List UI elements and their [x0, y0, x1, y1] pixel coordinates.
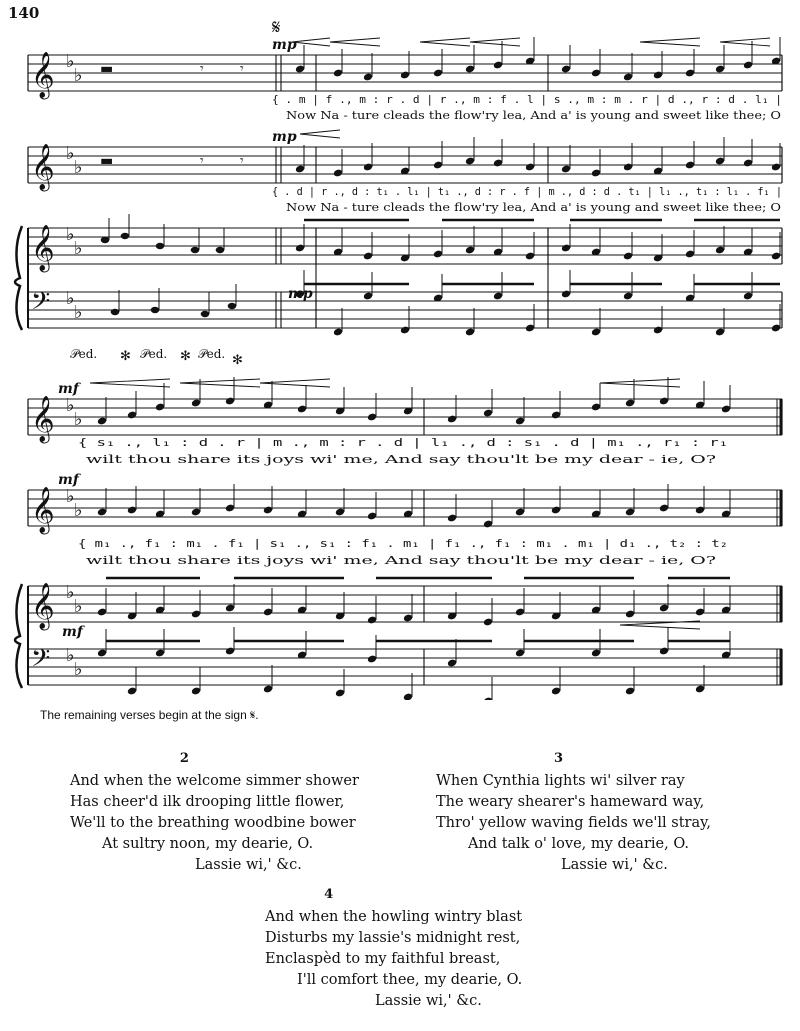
- svg-text:♭: ♭: [66, 288, 75, 309]
- lyrics-voice1-system1: Now Na - ture cleads the flow'ry lea, And a' is young and sweet like thee; O: [286, 108, 781, 122]
- svg-text:▬: ▬: [100, 153, 114, 169]
- verse-line: At sultry noon, my dearie, O.: [102, 836, 314, 852]
- dynamic-mf-1: mf: [58, 381, 79, 397]
- segno-sign: 𝄋: [272, 15, 281, 39]
- verse-4: [265, 884, 522, 1012]
- svg-text:𝄢: 𝄢: [31, 287, 51, 322]
- svg-text:𝄞: 𝄞: [31, 583, 55, 629]
- svg-text:▬: ▬: [100, 61, 114, 77]
- verse-line: Has cheer'd ilk drooping little flower,: [70, 794, 345, 810]
- svg-text:𝄞: 𝄞: [31, 396, 55, 442]
- verse-line: And talk o' love, my dearie, O.: [468, 836, 689, 852]
- verse-line: And when the howling wintry blast: [265, 909, 523, 925]
- pedal-release-2: ✻: [180, 349, 191, 364]
- svg-text:♭: ♭: [66, 645, 75, 666]
- verse-number: 2: [179, 751, 189, 766]
- staff-lines: [15, 55, 782, 688]
- verse-2: [70, 748, 359, 876]
- svg-text:♭: ♭: [74, 302, 83, 323]
- verse-line: Disturbs my lassie's midnight rest,: [265, 930, 521, 946]
- dynamic-mp-2: mp: [272, 129, 297, 145]
- lyrics-voice2-system1: Now Na - ture cleads the flow'ry lea, And a' is young and sweet like thee; O: [286, 200, 781, 214]
- pedal-mark-1: 𝒫ed.: [70, 347, 98, 361]
- svg-text:♭: ♭: [74, 238, 83, 259]
- chorus-ref: Lassie wi,' &c.: [561, 857, 668, 873]
- svg-text:𝄞: 𝄞: [31, 487, 55, 533]
- lyrics-voice1-system2: wilt thou share its joys wi' me, And say thou'lt be my dear - ie, O?: [86, 452, 716, 466]
- svg-text:𝄾: 𝄾: [240, 61, 244, 77]
- svg-text:♭: ♭: [66, 582, 75, 603]
- svg-text:♭: ♭: [66, 224, 75, 245]
- pedal-release-1: ✻: [120, 349, 131, 364]
- dynamic-mf-2: mf: [58, 472, 79, 488]
- verse-line: Thro' yellow waving fields we'll stray,: [436, 815, 711, 831]
- solfa-voice2-system2: { m₁ ., f₁ : m₁ . f₁ | s₁ ., s₁ : f₁ . m₁ | f₁ ., f₁ : m₁ . m₁ | d₁ ., t₂ : t₂: [78, 537, 728, 550]
- verse-line: Enclaspèd to my faithful breast,: [265, 951, 501, 967]
- svg-text:𝄾: 𝄾: [200, 153, 204, 169]
- verse-line: When Cynthia lights wi' silver ray: [436, 773, 685, 789]
- svg-text:𝄾: 𝄾: [240, 153, 244, 169]
- svg-text:𝄾: 𝄾: [200, 61, 204, 77]
- notes: [90, 37, 781, 700]
- svg-text:♭: ♭: [74, 596, 83, 617]
- remaining-verses-note: The remaining verses begin at the sign 𝄋.: [40, 708, 259, 722]
- pedal-mark-2: 𝒫ed.: [140, 347, 168, 361]
- dynamic-mf-3: mf: [62, 624, 83, 640]
- chorus-ref: Lassie wi,' &c.: [375, 993, 482, 1009]
- svg-text:♭: ♭: [74, 409, 83, 430]
- svg-text:♭: ♭: [66, 486, 75, 507]
- svg-text:♭: ♭: [74, 65, 83, 86]
- svg-text:♭: ♭: [66, 395, 75, 416]
- lyrics-voice2-system2: wilt thou share its joys wi' me, And say thou'lt be my dear - ie, O?: [86, 553, 716, 567]
- dynamic-mp-1: mp: [272, 37, 297, 53]
- dynamic-mp-3: mp: [288, 286, 313, 302]
- verse-number: 4: [324, 887, 334, 902]
- svg-text:♭: ♭: [74, 500, 83, 521]
- svg-text:𝄞: 𝄞: [31, 144, 55, 190]
- solfa-voice1-system2: { s₁ ., l₁ : d . r | m ., m : r . d | l₁ ., d : s₁ . d | m₁ ., r₁ : r₁: [78, 436, 728, 449]
- pedal-mark-3: 𝒫ed.: [198, 347, 226, 361]
- solfa-voice1-system1: { . m | f ., m : r . d | r ., m : f . l | s ., m : m . r | d ., r : d . l₁ |: [272, 93, 782, 106]
- svg-text:♭: ♭: [74, 659, 83, 680]
- svg-text:♭: ♭: [74, 157, 83, 178]
- verse-line: The weary shearer's hameward way,: [436, 794, 705, 810]
- verse-3: [436, 748, 711, 876]
- pedal-release-3: ✻: [232, 353, 243, 368]
- verse-number: 3: [553, 751, 564, 766]
- svg-text:𝄞: 𝄞: [31, 52, 55, 98]
- svg-text:♭: ♭: [66, 143, 75, 164]
- chorus-ref: Lassie wi,' &c.: [195, 857, 302, 873]
- verse-line: We'll to the breathing woodbine bower: [70, 815, 356, 831]
- solfa-voice2-system1: { . d | r ., d : t₁ . l₁ | t₁ ., d : r . f | m ., d : d . t₁ | l₁ ., t₁ : l₁ . f₁ |: [272, 185, 782, 198]
- svg-text:𝄢: 𝄢: [31, 644, 51, 679]
- svg-text:♭: ♭: [66, 51, 75, 72]
- svg-text:𝄞: 𝄞: [31, 225, 55, 271]
- verse-line: I'll comfort thee, my dearie, O.: [297, 972, 523, 988]
- page-number: 140: [8, 4, 40, 22]
- verse-line: And when the welcome simmer shower: [70, 773, 359, 789]
